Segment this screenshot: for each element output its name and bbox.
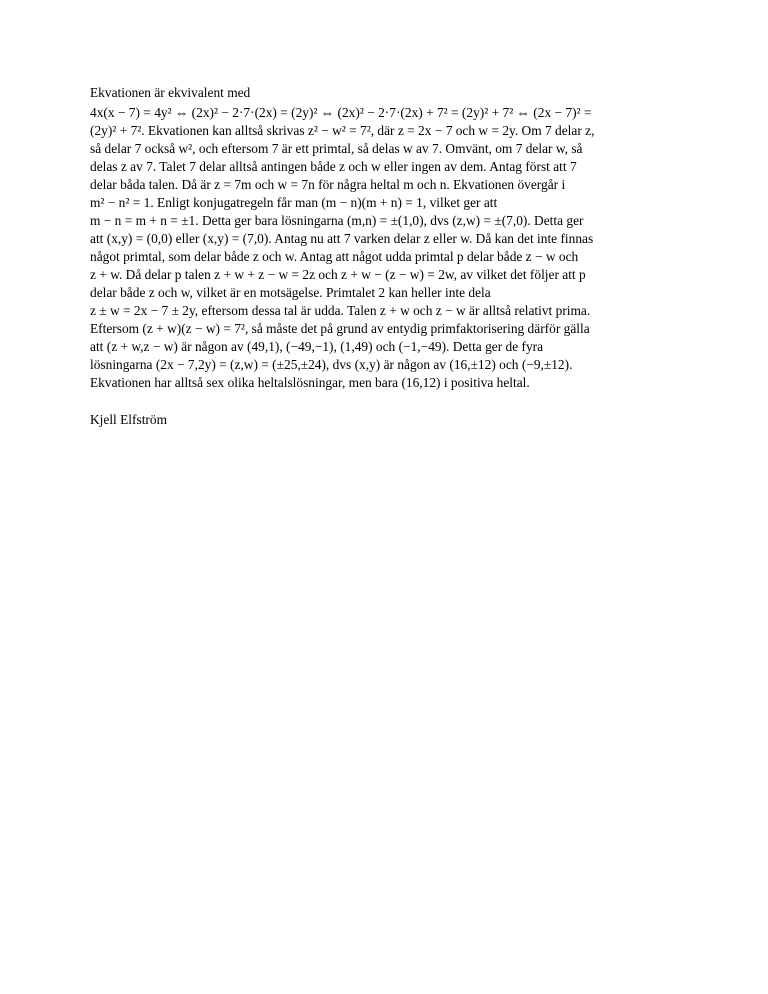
solution-line: m² − n² = 1. Enligt konjugatregeln får man (m − n)(m + n) = 1, vilket ger att [90, 195, 498, 210]
solution-line: att (z + w,z − w) är någon av (49,1), (−49,−1), (1,49) och (−1,−49). Detta ger de fyra [90, 339, 544, 354]
solution-line: så delar 7 också w², och eftersom 7 är ett primtal, så delas w av 7. Omvänt, om 7 delar w, så [90, 141, 583, 156]
solution-paragraph [90, 104, 690, 392]
solution-line: lösningarna (2x − 7,2y) = (z,w) = (±25,±24), dvs (x,y) är någon av (16,±12) och (−9,±12). [90, 357, 573, 372]
solution-line: m − n = m + n = ±1. Detta ger bara lösningarna (m,n) = ±(1,0), dvs (z,w) = ±(7,0). Detta ger [90, 213, 584, 228]
intro-sentence: Ekvationen är ekvivalent med [90, 85, 251, 100]
solution-line: (2y)² + 7². Ekvationen kan alltså skrivas z² − w² = 7², där z = 2x − 7 och w = 2y. Om 7 delar z, [90, 123, 595, 138]
solution-line: delar båda talen. Då är z = 7m och w = 7n för några heltal m och n. Ekvationen övergår i [90, 177, 566, 192]
document-page [90, 80, 690, 442]
solution-line: z ± w = 2x − 7 ± 2y, eftersom dessa tal är udda. Talen z + w och z − w är alltså relativt prima. [90, 303, 591, 318]
solution-line: något primtal, som delar både z och w. Antag att något udda primtal p delar både z − w och [90, 249, 579, 264]
author-name: Kjell Elfström [90, 412, 167, 427]
solution-line: Ekvationen har alltså sex olika heltalslösningar, men bara (16,12) i positiva heltal. [90, 375, 530, 390]
solution-line: delar både z och w, vilket är en motsägelse. Primtalet 2 kan heller inte dela [90, 285, 491, 300]
solution-line: z + w. Då delar p talen z + w + z − w = 2z och z + w − (z − w) = 2w, av vilket det följer att p [90, 267, 586, 282]
solution-line: att (x,y) = (0,0) eller (x,y) = (7,0). Antag nu att 7 varken delar z eller w. Då kan det inte finnas [90, 231, 594, 246]
solution-line: delas z av 7. Talet 7 delar alltså antingen både z och w eller ingen av dem. Antag först att 7 [90, 159, 577, 174]
solution-line: 4x(x − 7) = 4y² ⇔ (2x)² − 2·7·(2x) = (2y)² ⇔ (2x)² − 2·7·(2x) + 7² = (2y)² + 7² ⇔ (2x − 7)² = [90, 105, 592, 120]
solution-line: Eftersom (z + w)(z − w) = 7², så måste det på grund av entydig primfaktorisering därför gälla [90, 321, 590, 336]
